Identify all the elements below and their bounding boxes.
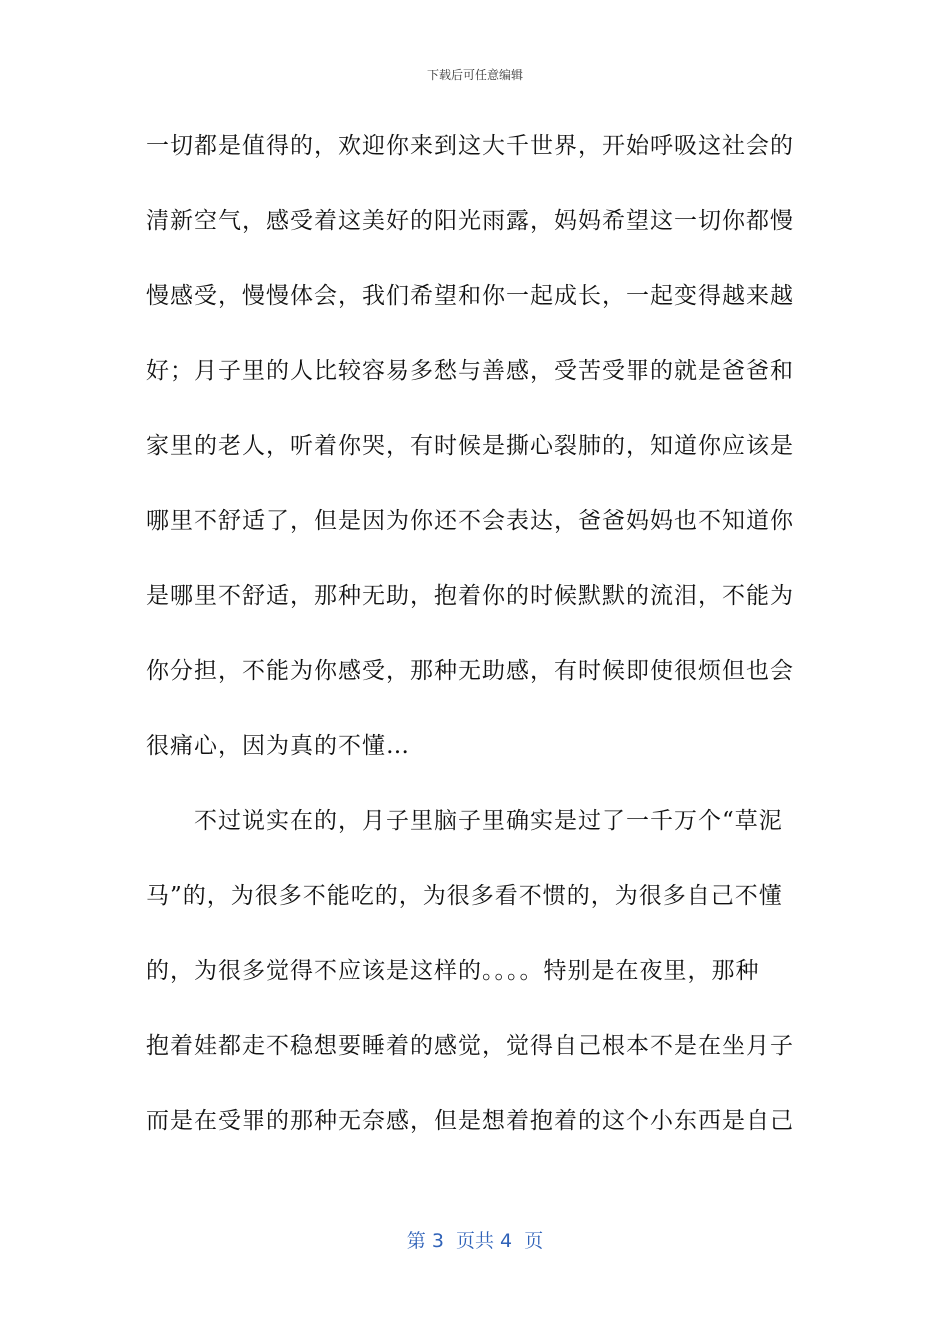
text-line: 抱着娃都走不稳想要睡着的感觉，觉得自己根本不是在坐月子: [146, 1033, 794, 1059]
text-line: 马”的，为很多不能吃的，为很多看不惯的，为很多自己不懂: [146, 883, 783, 909]
page-footer: 第 3 页共 4 页: [406, 1230, 544, 1252]
text-line: 一切都是值得的，欢迎你来到这大千世界，开始呼吸这社会的: [146, 133, 794, 159]
text-line: 家里的老人，听着你哭，有时候是撕心裂肺的，知道你应该是: [146, 433, 794, 459]
text-line: 清新空气，感受着这美好的阳光雨露，妈妈希望这一切你都慢: [146, 208, 794, 234]
page-header: 下载后可任意编辑: [426, 68, 523, 82]
text-line: 你分担，不能为你感受，那种无助感，有时候即使很烦但也会: [146, 658, 794, 684]
text-line: 哪里不舒适了，但是因为你还不会表达，爸爸妈妈也不知道你: [146, 508, 794, 534]
text-line: 很痛心，因为真的不懂…: [146, 733, 410, 759]
text-line: 的，为很多觉得不应该是这样的。。。。特别是在夜里，那种: [146, 958, 760, 984]
text-line: 是哪里不舒适，那种无助，抱着你的时候默默的流泪，不能为: [146, 583, 794, 609]
paragraph-first-line: 不过说实在的，月子里脑子里确实是过了一千万个“草泥: [194, 808, 783, 834]
text-line: 慢感受，慢慢体会，我们希望和你一起成长，一起变得越来越: [146, 283, 794, 309]
text-line: 好；月子里的人比较容易多愁与善感，受苦受罪的就是爸爸和: [146, 358, 794, 384]
text-line: 而是在受罪的那种无奈感，但是想着抱着的这个小东西是自己: [146, 1108, 794, 1134]
